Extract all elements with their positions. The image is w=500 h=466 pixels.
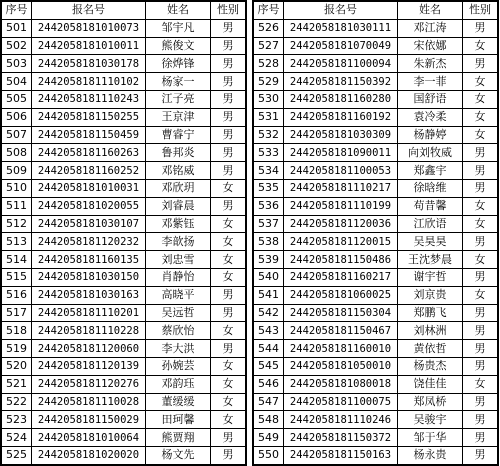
table-row xyxy=(2,393,246,411)
cell-name: 邓江涛 xyxy=(398,19,463,37)
table-row xyxy=(2,286,246,304)
cell-sex: 女 xyxy=(211,268,246,286)
cell-reg: 2442058181110246 xyxy=(284,411,398,429)
table-row xyxy=(254,340,498,358)
cell-reg: 2442058181030111 xyxy=(284,19,398,37)
header-name: 姓名 xyxy=(398,2,463,20)
table-row xyxy=(2,446,246,464)
table-row xyxy=(2,411,246,429)
cell-reg: 2442058181110243 xyxy=(32,90,146,108)
table-row xyxy=(2,37,246,55)
table-row xyxy=(254,108,498,126)
table-row xyxy=(2,233,246,251)
header-name: 姓名 xyxy=(146,2,211,20)
cell-name: 孙婉芸 xyxy=(146,357,211,375)
cell-no: 504 xyxy=(2,73,32,91)
cell-no: 549 xyxy=(254,429,284,447)
cell-name: 杨永贵 xyxy=(398,446,463,464)
cell-reg: 2442058181150372 xyxy=(284,429,398,447)
cell-name: 王沈梦晨 xyxy=(398,251,463,269)
cell-no: 545 xyxy=(254,357,284,375)
cell-name: 熊俊文 xyxy=(146,37,211,55)
cell-sex: 男 xyxy=(463,429,498,447)
table-row xyxy=(2,55,246,73)
cell-no: 544 xyxy=(254,340,284,358)
cell-sex: 女 xyxy=(211,322,246,340)
cell-name: 谢宇哲 xyxy=(398,268,463,286)
cell-sex: 女 xyxy=(463,197,498,215)
table-row xyxy=(254,144,498,162)
cell-reg: 2442058181080018 xyxy=(284,375,398,393)
cell-name: 邹宇凡 xyxy=(146,19,211,37)
cell-no: 538 xyxy=(254,233,284,251)
table-row xyxy=(254,446,498,464)
cell-name: 杨贵杰 xyxy=(398,357,463,375)
cell-no: 526 xyxy=(254,19,284,37)
header-sex: 性别 xyxy=(463,2,498,20)
cell-no: 541 xyxy=(254,286,284,304)
cell-name: 刘京贵 xyxy=(398,286,463,304)
cell-no: 535 xyxy=(254,179,284,197)
cell-name: 杨文先 xyxy=(146,446,211,464)
cell-no: 536 xyxy=(254,197,284,215)
cell-sex: 女 xyxy=(463,90,498,108)
cell-name: 邹于华 xyxy=(398,429,463,447)
cell-reg: 2442058181010064 xyxy=(32,429,146,447)
cell-no: 537 xyxy=(254,215,284,233)
cell-sex: 男 xyxy=(463,162,498,180)
table-row xyxy=(254,322,498,340)
cell-reg: 2442058181110102 xyxy=(32,73,146,91)
cell-name: 李大洪 xyxy=(146,340,211,358)
cell-no: 519 xyxy=(2,340,32,358)
roster-table-left xyxy=(0,0,247,466)
table-row xyxy=(254,251,498,269)
cell-name: 徐晗维 xyxy=(398,179,463,197)
cell-name: 王京津 xyxy=(146,108,211,126)
cell-reg: 2442058181100053 xyxy=(284,162,398,180)
cell-no: 510 xyxy=(2,179,32,197)
table-row xyxy=(2,357,246,375)
cell-sex: 男 xyxy=(211,144,246,162)
cell-name: 鲁邦炎 xyxy=(146,144,211,162)
cell-reg: 2442058181030309 xyxy=(284,126,398,144)
cell-reg: 2442058181120232 xyxy=(32,233,146,251)
table-row xyxy=(2,73,246,91)
cell-no: 513 xyxy=(2,233,32,251)
cell-no: 540 xyxy=(254,268,284,286)
table-row xyxy=(254,179,498,197)
cell-sex: 男 xyxy=(463,446,498,464)
cell-reg: 2442058181150029 xyxy=(32,411,146,429)
cell-no: 542 xyxy=(254,304,284,322)
table-row xyxy=(2,340,246,358)
cell-name: 江欣语 xyxy=(398,215,463,233)
cell-no: 524 xyxy=(2,429,32,447)
table-row xyxy=(254,37,498,55)
cell-no: 530 xyxy=(254,90,284,108)
header-reg: 报名号 xyxy=(284,2,398,20)
cell-reg: 2442058181110028 xyxy=(32,393,146,411)
roster-table-right xyxy=(252,0,499,466)
cell-sex: 男 xyxy=(211,429,246,447)
cell-no: 527 xyxy=(254,37,284,55)
cell-sex: 男 xyxy=(463,340,498,358)
cell-no: 533 xyxy=(254,144,284,162)
cell-reg: 2442058181100075 xyxy=(284,393,398,411)
cell-reg: 2442058181030163 xyxy=(32,286,146,304)
table-row xyxy=(254,268,498,286)
cell-name: 董缓缓 xyxy=(146,393,211,411)
cell-no: 502 xyxy=(2,37,32,55)
cell-reg: 2442058181110201 xyxy=(32,304,146,322)
cell-sex: 男 xyxy=(463,411,498,429)
header-no: 序号 xyxy=(254,2,284,20)
cell-name: 向刘牧威 xyxy=(398,144,463,162)
cell-no: 512 xyxy=(2,215,32,233)
table-row xyxy=(254,19,498,37)
cell-sex: 女 xyxy=(211,411,246,429)
cell-reg: 2442058181160280 xyxy=(284,90,398,108)
cell-name: 饶佳佳 xyxy=(398,375,463,393)
cell-name: 刘林洲 xyxy=(398,322,463,340)
cell-no: 539 xyxy=(254,251,284,269)
table-row xyxy=(2,215,246,233)
cell-sex: 男 xyxy=(463,144,498,162)
cell-sex: 男 xyxy=(463,233,498,251)
cell-no: 547 xyxy=(254,393,284,411)
cell-reg: 2442058181160252 xyxy=(32,162,146,180)
cell-name: 宋依娜 xyxy=(398,37,463,55)
cell-sex: 女 xyxy=(211,357,246,375)
table-row xyxy=(254,55,498,73)
cell-no: 507 xyxy=(2,126,32,144)
cell-sex: 女 xyxy=(463,37,498,55)
header-no: 序号 xyxy=(2,2,32,20)
cell-no: 531 xyxy=(254,108,284,126)
cell-name: 江子亮 xyxy=(146,90,211,108)
cell-reg: 2442058181090011 xyxy=(284,144,398,162)
cell-sex: 男 xyxy=(211,37,246,55)
cell-no: 514 xyxy=(2,251,32,269)
table-row xyxy=(2,126,246,144)
cell-reg: 2442058181160010 xyxy=(284,340,398,358)
cell-sex: 男 xyxy=(211,55,246,73)
cell-name: 田珂馨 xyxy=(146,411,211,429)
cell-no: 503 xyxy=(2,55,32,73)
cell-no: 534 xyxy=(254,162,284,180)
table-row xyxy=(2,375,246,393)
cell-reg: 2442058181160135 xyxy=(32,251,146,269)
cell-reg: 2442058181150467 xyxy=(284,322,398,340)
table-row xyxy=(2,429,246,447)
cell-reg: 2442058181160192 xyxy=(284,108,398,126)
cell-sex: 男 xyxy=(463,179,498,197)
cell-sex: 男 xyxy=(463,357,498,375)
cell-reg: 2442058181150163 xyxy=(284,446,398,464)
cell-no: 529 xyxy=(254,73,284,91)
table-row xyxy=(2,144,246,162)
cell-sex: 女 xyxy=(463,108,498,126)
cell-name: 吴昊昊 xyxy=(398,233,463,251)
table-row xyxy=(2,197,246,215)
cell-sex: 男 xyxy=(211,73,246,91)
cell-no: 516 xyxy=(2,286,32,304)
cell-reg: 2442058181010011 xyxy=(32,37,146,55)
cell-name: 邓紫钰 xyxy=(146,215,211,233)
cell-reg: 2442058181110199 xyxy=(284,197,398,215)
table-row xyxy=(254,90,498,108)
cell-name: 郑鹏飞 xyxy=(398,304,463,322)
cell-reg: 2442058181120015 xyxy=(284,233,398,251)
cell-reg: 2442058181030150 xyxy=(32,268,146,286)
cell-reg: 2442058181010031 xyxy=(32,179,146,197)
cell-name: 熊贾翔 xyxy=(146,429,211,447)
cell-sex: 男 xyxy=(463,268,498,286)
table-row xyxy=(254,162,498,180)
cell-sex: 女 xyxy=(211,375,246,393)
table-row xyxy=(2,322,246,340)
cell-reg: 2442058181160217 xyxy=(284,268,398,286)
table-row xyxy=(254,286,498,304)
table-row xyxy=(2,304,246,322)
table-row xyxy=(254,215,498,233)
cell-reg: 2442058181070049 xyxy=(284,37,398,55)
table-row xyxy=(254,393,498,411)
cell-name: 杨家一 xyxy=(146,73,211,91)
cell-name: 黄依哲 xyxy=(398,340,463,358)
table-row xyxy=(254,126,498,144)
cell-name: 袁冷柔 xyxy=(398,108,463,126)
cell-sex: 女 xyxy=(463,215,498,233)
cell-name: 肖静怡 xyxy=(146,268,211,286)
cell-name: 曹睿宁 xyxy=(146,126,211,144)
cell-reg: 2442058181150304 xyxy=(284,304,398,322)
cell-no: 515 xyxy=(2,268,32,286)
cell-no: 543 xyxy=(254,322,284,340)
cell-sex: 男 xyxy=(211,126,246,144)
cell-sex: 女 xyxy=(463,286,498,304)
cell-no: 520 xyxy=(2,357,32,375)
cell-no: 517 xyxy=(2,304,32,322)
cell-reg: 2442058181120060 xyxy=(32,340,146,358)
header-reg: 报名号 xyxy=(32,2,146,20)
cell-reg: 2442058181020055 xyxy=(32,197,146,215)
table-row xyxy=(254,233,498,251)
cell-sex: 男 xyxy=(463,55,498,73)
table-row xyxy=(2,251,246,269)
cell-reg: 2442058181020020 xyxy=(32,446,146,464)
cell-reg: 2442058181120139 xyxy=(32,357,146,375)
table-row xyxy=(254,304,498,322)
cell-reg: 2442058181160263 xyxy=(32,144,146,162)
cell-no: 501 xyxy=(2,19,32,37)
cell-name: 刘睿晨 xyxy=(146,197,211,215)
cell-sex: 女 xyxy=(211,251,246,269)
cell-no: 523 xyxy=(2,411,32,429)
cell-sex: 男 xyxy=(211,90,246,108)
cell-sex: 男 xyxy=(463,19,498,37)
table-row xyxy=(2,268,246,286)
cell-no: 528 xyxy=(254,55,284,73)
cell-no: 525 xyxy=(2,446,32,464)
cell-reg: 2442058181050010 xyxy=(284,357,398,375)
table-row xyxy=(2,19,246,37)
cell-reg: 2442058181150486 xyxy=(284,251,398,269)
cell-name: 郑凤桥 xyxy=(398,393,463,411)
cell-sex: 女 xyxy=(463,73,498,91)
cell-sex: 男 xyxy=(463,393,498,411)
cell-sex: 男 xyxy=(463,304,498,322)
cell-name: 吴远哲 xyxy=(146,304,211,322)
cell-sex: 男 xyxy=(211,446,246,464)
cell-reg: 2442058181150392 xyxy=(284,73,398,91)
cell-no: 518 xyxy=(2,322,32,340)
table-row xyxy=(254,357,498,375)
cell-reg: 2442058181060025 xyxy=(284,286,398,304)
cell-name: 李歆扬 xyxy=(146,233,211,251)
cell-name: 李一菲 xyxy=(398,73,463,91)
table-row xyxy=(254,197,498,215)
cell-name: 邓韵珏 xyxy=(146,375,211,393)
cell-reg: 2442058181030178 xyxy=(32,55,146,73)
cell-sex: 女 xyxy=(463,375,498,393)
cell-sex: 女 xyxy=(211,215,246,233)
cell-no: 546 xyxy=(254,375,284,393)
cell-reg: 2442058181030107 xyxy=(32,215,146,233)
cell-name: 郑鑫宇 xyxy=(398,162,463,180)
cell-reg: 2442058181120036 xyxy=(284,215,398,233)
cell-reg: 2442058181120276 xyxy=(32,375,146,393)
cell-no: 508 xyxy=(2,144,32,162)
cell-name: 高晓平 xyxy=(146,286,211,304)
cell-sex: 男 xyxy=(211,108,246,126)
cell-reg: 2442058181110217 xyxy=(284,179,398,197)
cell-reg: 2442058181150255 xyxy=(32,108,146,126)
cell-sex: 女 xyxy=(211,393,246,411)
table-row xyxy=(254,429,498,447)
cell-no: 522 xyxy=(2,393,32,411)
table-row xyxy=(2,179,246,197)
cell-name: 邓欣玥 xyxy=(146,179,211,197)
cell-sex: 男 xyxy=(211,304,246,322)
cell-name: 刘忠雪 xyxy=(146,251,211,269)
cell-name: 邓铭威 xyxy=(146,162,211,180)
cell-sex: 男 xyxy=(211,340,246,358)
cell-sex: 女 xyxy=(211,233,246,251)
header-sex: 性别 xyxy=(211,2,246,20)
table-row xyxy=(2,90,246,108)
cell-no: 550 xyxy=(254,446,284,464)
cell-sex: 男 xyxy=(463,322,498,340)
cell-name: 朱新杰 xyxy=(398,55,463,73)
table-row xyxy=(254,375,498,393)
table-row xyxy=(2,162,246,180)
cell-sex: 女 xyxy=(463,251,498,269)
cell-name: 徐烨锋 xyxy=(146,55,211,73)
cell-name: 杨静婷 xyxy=(398,126,463,144)
cell-sex: 男 xyxy=(211,286,246,304)
cell-name: 国舒语 xyxy=(398,90,463,108)
cell-reg: 2442058181150459 xyxy=(32,126,146,144)
cell-sex: 男 xyxy=(211,162,246,180)
header-row xyxy=(2,2,246,20)
cell-name: 蔡欣怡 xyxy=(146,322,211,340)
table-row xyxy=(254,411,498,429)
table-row xyxy=(2,108,246,126)
table-row xyxy=(254,73,498,91)
cell-no: 506 xyxy=(2,108,32,126)
cell-reg: 2442058181010073 xyxy=(32,19,146,37)
cell-sex: 女 xyxy=(211,179,246,197)
cell-no: 521 xyxy=(2,375,32,393)
cell-sex: 女 xyxy=(463,126,498,144)
cell-name: 吴骏宇 xyxy=(398,411,463,429)
cell-reg: 2442058181100094 xyxy=(284,55,398,73)
cell-sex: 男 xyxy=(211,19,246,37)
cell-no: 511 xyxy=(2,197,32,215)
cell-no: 548 xyxy=(254,411,284,429)
cell-name: 苟昔馨 xyxy=(398,197,463,215)
header-row xyxy=(254,2,498,20)
cell-no: 532 xyxy=(254,126,284,144)
cell-no: 505 xyxy=(2,90,32,108)
cell-sex: 男 xyxy=(211,197,246,215)
cell-no: 509 xyxy=(2,162,32,180)
cell-reg: 2442058181110228 xyxy=(32,322,146,340)
